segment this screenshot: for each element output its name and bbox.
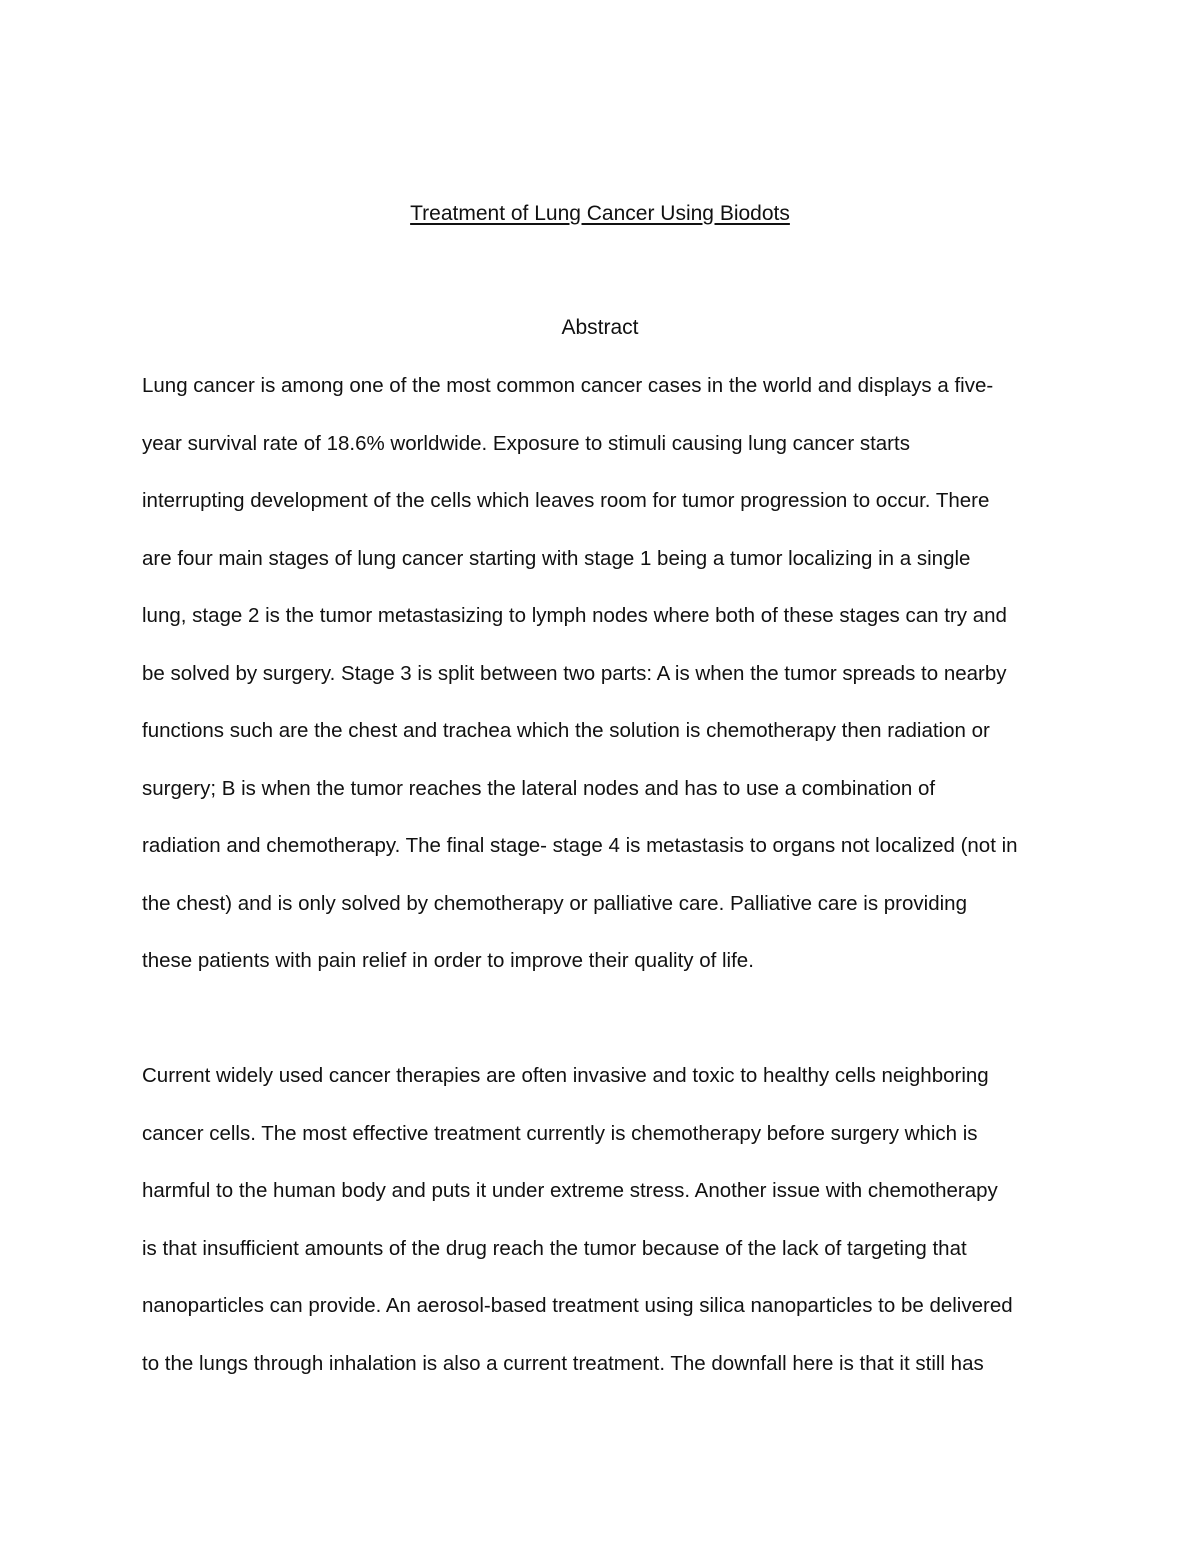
paragraph-2-line-6: to the lungs through inhalation is also a current treatment. The downfall here is that it still has <box>142 1352 984 1375</box>
paragraph-2-line-3: harmful to the human body and puts it under extreme stress. Another issue with chemotherapy <box>142 1179 998 1202</box>
paragraph-1-line-7: functions such are the chest and trachea which the solution is chemotherapy then radiation or <box>142 719 990 742</box>
paragraph-1-line-2: year survival rate of 18.6% worldwide. Exposure to stimuli causing lung cancer starts <box>142 432 910 455</box>
paragraph-1-line-6: be solved by surgery. Stage 3 is split between two parts: A is when the tumor spreads to nearby <box>142 662 1007 685</box>
paragraph-1-line-8: surgery; B is when the tumor reaches the lateral nodes and has to use a combination of <box>142 777 936 800</box>
paragraph-1-line-10: the chest) and is only solved by chemotherapy or palliative care. Palliative care is providing <box>142 892 967 915</box>
paragraph-1-line-4: are four main stages of lung cancer starting with stage 1 being a tumor localizing in a single <box>142 547 971 570</box>
paragraph-2-line-1: Current widely used cancer therapies are often invasive and toxic to healthy cells neighboring <box>142 1064 989 1087</box>
paragraph-1-line-5: lung, stage 2 is the tumor metastasizing to lymph nodes where both of these stages can try and <box>142 604 1007 627</box>
paragraph-2-line-2: cancer cells. The most effective treatment currently is chemotherapy before surgery which is <box>142 1122 978 1145</box>
paragraph-1-line-11: these patients with pain relief in order to improve their quality of life. <box>142 949 754 972</box>
paragraph-1-line-1: Lung cancer is among one of the most common cancer cases in the world and displays a five- <box>142 374 994 397</box>
paragraph-2-line-5: nanoparticles can provide. An aerosol-based treatment using silica nanoparticles to be delivered <box>142 1294 1013 1317</box>
paragraph-1-line-9: radiation and chemotherapy. The final stage- stage 4 is metastasis to organs not localized (not in <box>142 834 1018 857</box>
paragraph-1-line-3: interrupting development of the cells which leaves room for tumor progression to occur. There <box>142 489 990 512</box>
paragraph-2-line-4: is that insufficient amounts of the drug reach the tumor because of the lack of targeting that <box>142 1237 967 1260</box>
document-title: Treatment of Lung Cancer Using Biodots <box>410 202 790 225</box>
abstract-heading: Abstract <box>561 316 639 339</box>
